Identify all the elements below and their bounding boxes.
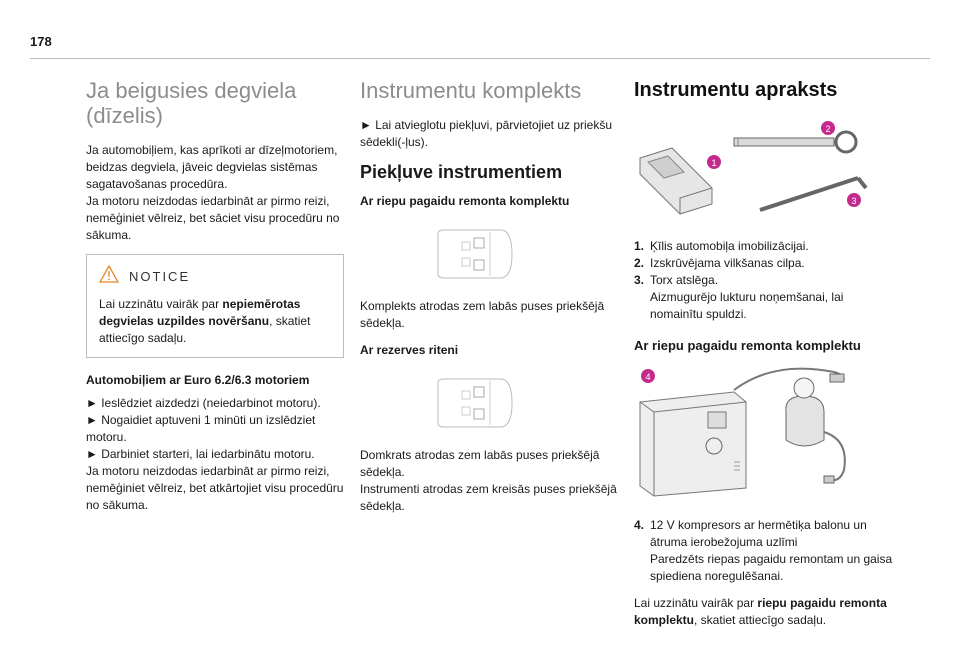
callout-2: 2 bbox=[825, 124, 831, 134]
tools-title: Instrumentu apraksts bbox=[634, 79, 838, 101]
column-fuel bbox=[86, 78, 344, 524]
notice-label: NOTICE bbox=[129, 269, 191, 284]
wedge-icon bbox=[640, 148, 712, 214]
towing-eye-icon bbox=[734, 132, 856, 152]
spare-heading: Ar rezerves riteni bbox=[360, 343, 459, 357]
list-item: 3. Torx atslēga. Aizmugurējo lukturu noņemšanai, lai nomainītu spuldzi. bbox=[634, 273, 844, 321]
fuel-title: Ja beigusies degviela (dīzelis) bbox=[86, 78, 297, 128]
tool-list bbox=[634, 238, 896, 323]
spare-text: Domkrats atrodas zem labās puses priekšējā sēdekļa. Instrumenti atrodas zem kreisās puses priekšējā sēdekļa. bbox=[360, 448, 617, 513]
column-tools bbox=[634, 78, 896, 639]
kit-heading: Ar riepu pagaidu remonta komplektu bbox=[360, 194, 570, 208]
euro-text: ► Ieslēdziet aizdedzi (neiedarbinot motoru). ► Nogaidiet aptuveni 1 minūti un izslēdziet motoru. ► Darbiniet starteri, lai iedarbinātu motoru. Ja motoru neizdodas iedarbināt ar pirmo reizi, nemēģiniet vēlreiz, bet atkārtojiet visu procedūru no sākuma. bbox=[86, 396, 344, 512]
access-heading: Piekļuve instrumentiem bbox=[360, 162, 563, 182]
toolkit-intro: ► Lai atvieglotu piekļuvi, pārvietojiet uz priekšu sēdekli(-ļus). bbox=[360, 118, 613, 149]
page-number: 178 bbox=[30, 34, 52, 49]
column-toolkit bbox=[360, 78, 618, 525]
list-item: 2. Izskrūvējama vilkšanas cilpa. bbox=[634, 256, 805, 270]
more-info: Lai uzzinātu vairāk par riepu pagaidu remonta komplektu, skatiet attiecīgo sadaļu. bbox=[634, 596, 887, 627]
car-seat-diagram-icon bbox=[434, 377, 514, 429]
notice-text: Lai uzzinātu vairāk par nepiemērotas degvielas uzpildes novēršanu, skatiet attiecīgo sadaļu. bbox=[99, 297, 311, 345]
warning-triangle-icon bbox=[99, 265, 119, 288]
repair-kit-heading: Ar riepu pagaidu remonta komplektu bbox=[634, 338, 861, 353]
kit-list bbox=[634, 517, 896, 585]
notice-text-bold: nepiemērotas degvielas uzpildes novēršanu bbox=[99, 297, 301, 328]
tools-illustration bbox=[634, 118, 896, 228]
top-divider bbox=[30, 58, 930, 59]
callout-4: 4 bbox=[645, 372, 651, 382]
list-item: 4. 12 V kompresors ar hermētiķa balonu un ātruma ierobežojuma uzlīmi Paredzēts riepas pagaidu remontam un gaisa spiediena noregulēšanai. bbox=[634, 518, 893, 583]
toolkit-title: Instrumentu komplekts bbox=[360, 78, 582, 103]
compressor-icon bbox=[640, 392, 746, 496]
list-item: 1. Ķīlis automobiļa imobilizācijai. bbox=[634, 239, 809, 253]
more-info-bold: riepu pagaidu remonta komplektu bbox=[634, 596, 887, 627]
sealant-bottle-icon bbox=[734, 369, 845, 483]
fuel-intro: Ja automobiļiem, kas aprīkoti ar dīzeļmotoriem, beidzas degviela, jāveic degvielas sistēmas sagatavošanas procedūra. Ja motoru neizdodas iedarbināt ar pirmo reizi, nemēģiniet vēlreiz, bet sāciet visu procedūru no sākuma. bbox=[86, 143, 340, 242]
compressor-illustration bbox=[634, 362, 896, 507]
notice-box bbox=[86, 254, 344, 358]
callout-1: 1 bbox=[711, 158, 717, 168]
callout-3: 3 bbox=[851, 196, 857, 206]
euro-heading: Automobiļiem ar Euro 6.2/6.3 motoriem bbox=[86, 373, 310, 387]
kit-text: Komplekts atrodas zem labās puses priekšējā sēdekļa. bbox=[360, 299, 605, 330]
car-seat-diagram-icon bbox=[434, 228, 514, 280]
